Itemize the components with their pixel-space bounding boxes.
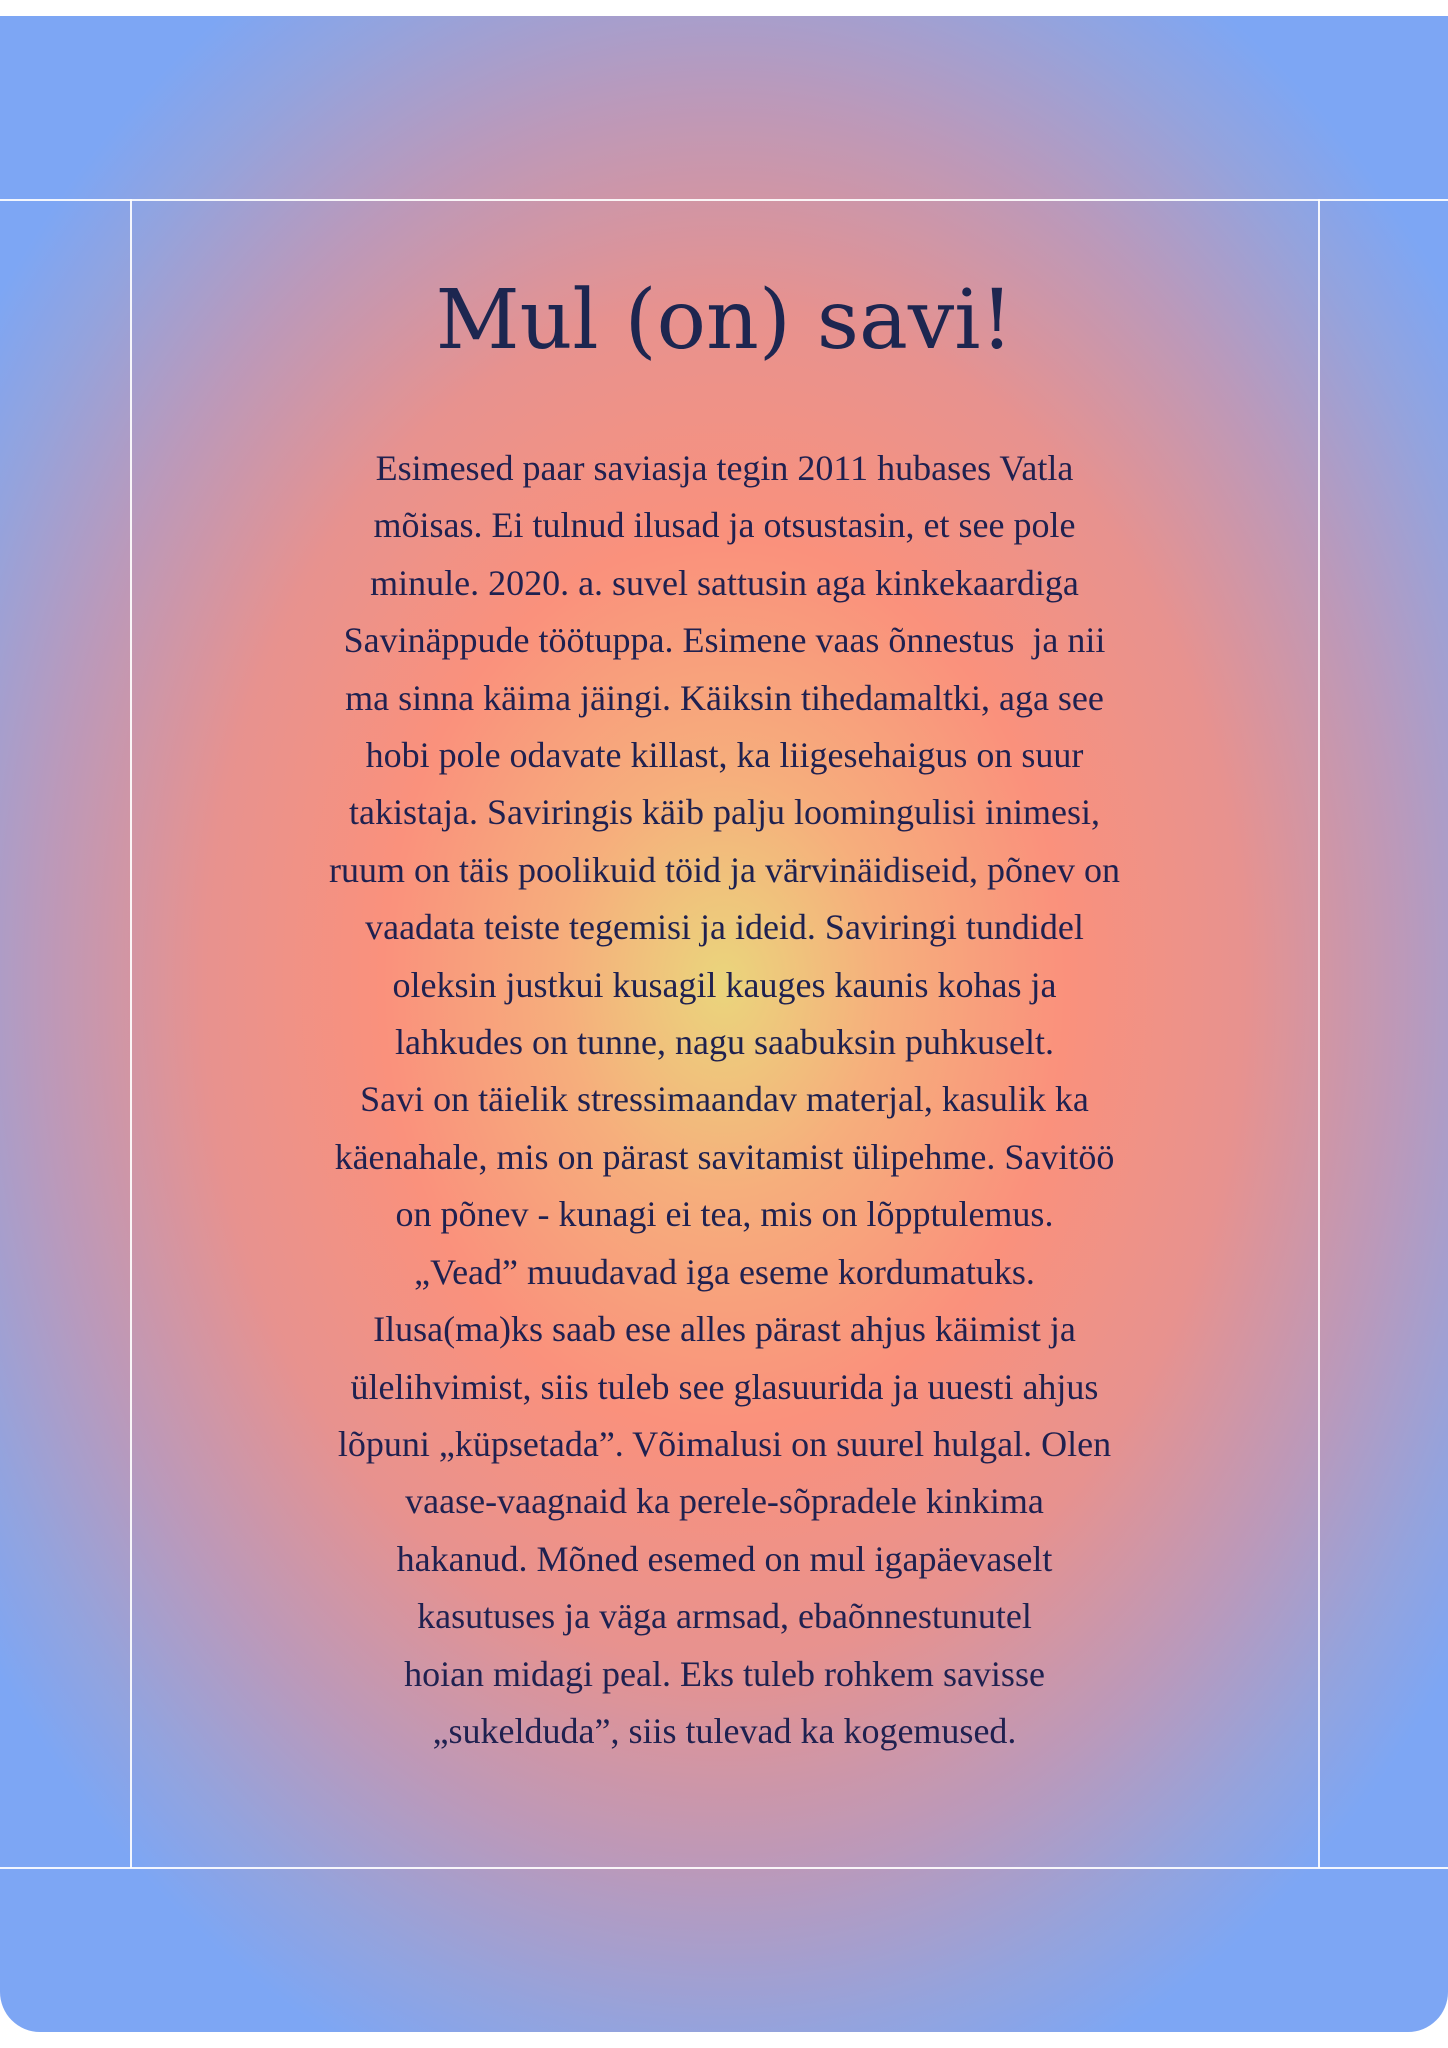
poster-title: Mul (on) savi! xyxy=(435,273,1014,368)
body-text-line: minule. 2020. a. suvel sattusin aga kinkekaardiga xyxy=(370,562,1079,603)
body-text-line: kasutuses ja väga armsad, ebaõnnestunutel xyxy=(417,1596,1032,1637)
frame-line-right xyxy=(1318,199,1320,1868)
body-text-line: vaase-vaagnaid ka perele-sõpradele kinkima xyxy=(405,1481,1044,1522)
poster xyxy=(0,16,1448,2032)
body-text-line: käenahale, mis on pärast savitamist ülipehme. Savitöö xyxy=(334,1136,1115,1177)
body-text-line: Esimesed paar saviasja tegin 2011 hubases Vatla xyxy=(375,448,1074,488)
body-text-line: hobi pole odavate killast, ka liigesehaigus on suur xyxy=(365,735,1084,776)
body-text-line: Savi on täielik stressimaandav materjal, kasulik ka xyxy=(360,1079,1089,1120)
body-text-line: mõisas. Ei tulnud ilusad ja otsustasin, et see pole xyxy=(373,505,1076,546)
poster-body-text xyxy=(131,440,1318,1760)
body-text-line: Savinäppude töötuppa. Esimene vaas õnnestus ja nii xyxy=(343,620,1106,661)
body-text-line: ülelihvimist, siis tuleb see glasuurida ja uuesti ahjus xyxy=(350,1366,1099,1407)
body-text-line: takistaja. Saviringis käib palju loomingulisi inimesi, xyxy=(349,792,1100,833)
body-text-line: hakanud. Mõned esemed on mul igapäevaselt xyxy=(396,1538,1053,1579)
body-text-line: ma sinna käima jäingi. Käiksin tihedamaltki, aga see xyxy=(345,677,1104,718)
body-text-line: oleksin justkui kusagil kauges kaunis kohas ja xyxy=(392,964,1057,1005)
body-text-line: „sukelduda”, siis tulevad ka kogemused. xyxy=(432,1710,1017,1751)
body-text-line: Ilusa(ma)ks saab ese alles pärast ahjus käimist ja xyxy=(373,1309,1076,1350)
frame-line-bottom xyxy=(0,1867,1448,1869)
body-text-line: vaadata teiste tegemisi ja ideid. Saviringi tundidel xyxy=(365,907,1084,948)
body-text-line: lahkudes on tunne, nagu saabuksin puhkuselt. xyxy=(395,1022,1054,1063)
frame-line-top xyxy=(0,199,1448,201)
body-text-line: ruum on täis poolikuid töid ja värvinäidiseid, põnev on xyxy=(329,849,1120,890)
body-text-line: on põnev - kunagi ei tea, mis on lõpptulemus. xyxy=(395,1194,1054,1235)
body-text-line: „Vead” muudavad iga eseme kordumatuks. xyxy=(414,1251,1035,1292)
body-text-line: hoian midagi peal. Eks tuleb rohkem savisse xyxy=(404,1653,1045,1694)
body-text-line: lõpuni „küpsetada”. Võimalusi on suurel hulgal. Olen xyxy=(337,1423,1112,1464)
